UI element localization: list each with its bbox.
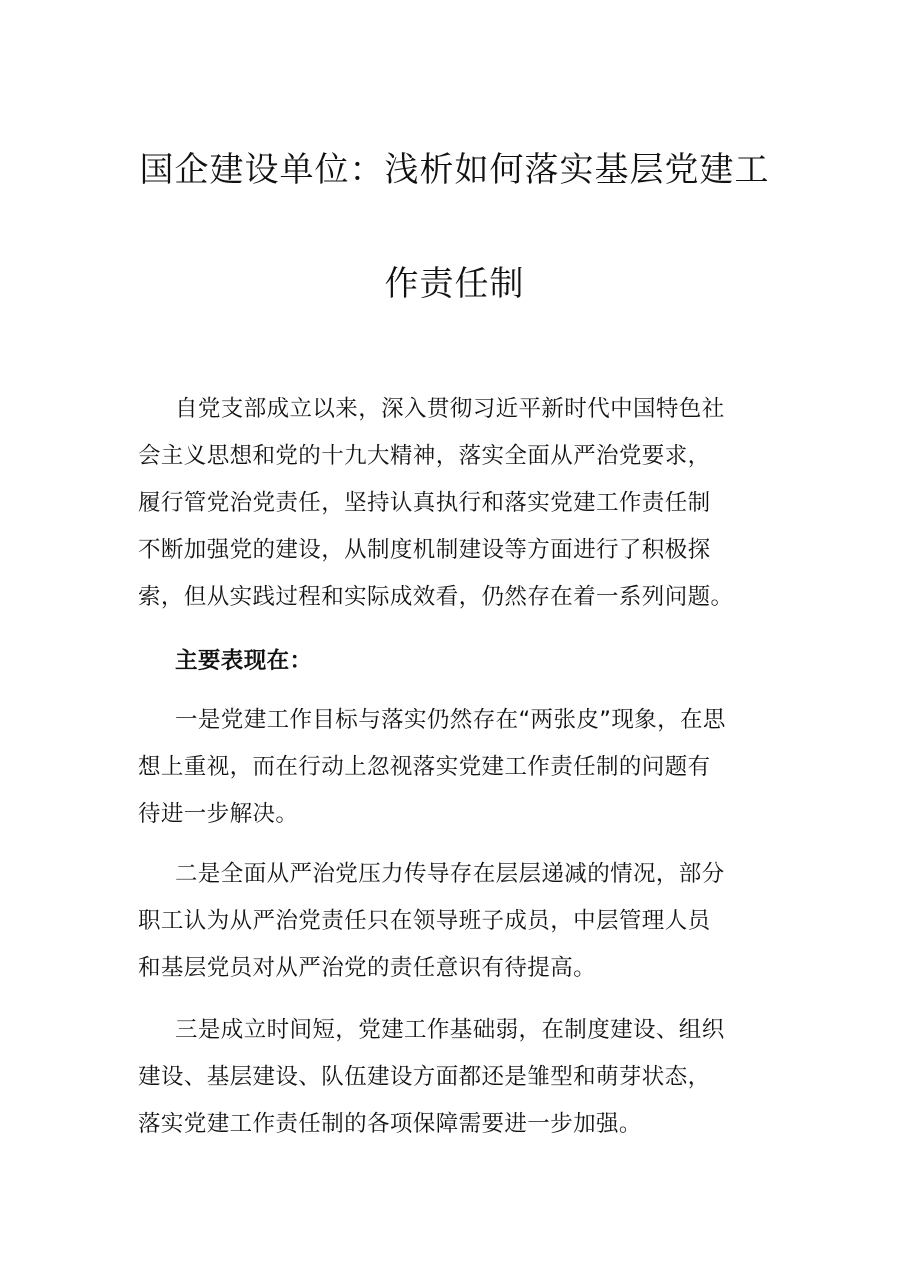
point-paragraph-1: [138, 697, 771, 838]
paragraph-line: 想上重视，而在行动上忽视落实党建工作责任制的问题有: [138, 754, 711, 780]
paragraph-line: 会主义思想和党的十九大精神，落实全面从严治党要求，: [138, 443, 711, 469]
paragraph-line: 自党支部成立以来，深入贯彻习近平新时代中国特色社: [175, 396, 725, 422]
paragraph-line: 二是全面从严治党压力传导存在层层递减的情况，部分: [175, 861, 725, 887]
paragraph-line: 三是成立时间短，党建工作基础弱，在制度建设、组织: [175, 1017, 725, 1043]
point-paragraph-3: [138, 1007, 771, 1148]
section-heading-block: [138, 638, 771, 685]
point-paragraph-2: [138, 851, 771, 992]
intro-paragraph: [138, 386, 771, 621]
document-title-line-2: 作责任制: [384, 264, 525, 304]
paragraph-line: 不断加强党的建设，从制度机制建设等方面进行了积极探: [138, 537, 711, 563]
paragraph-line: 一是党建工作目标与落实仍然存在“两张皮”现象，在思: [175, 707, 726, 733]
paragraph-line: 建设、基层建设、队伍建设方面都还是雏型和萌芽状态，: [138, 1064, 711, 1090]
paragraph-line: 职工认为从严治党责任只在领导班子成员，中层管理人员: [138, 908, 711, 934]
paragraph-line: 待进一步解决。: [138, 801, 299, 827]
section-heading: 主要表现在：: [175, 648, 313, 674]
paragraph-line: 落实党建工作责任制的各项保障需要进一步加强。: [138, 1111, 642, 1137]
paragraph-line: 履行管党治党责任，坚持认真执行和落实党建工作责任制: [138, 490, 711, 516]
document-title-line-1: 国企建设单位：浅析如何落实基层党建工: [139, 150, 770, 190]
paragraph-line: 和基层党员对从严治党的责任意识有待提高。: [138, 955, 597, 981]
paragraph-line: 索，但从实践过程和实际成效看，仍然存在着一系列问题。: [138, 584, 734, 610]
